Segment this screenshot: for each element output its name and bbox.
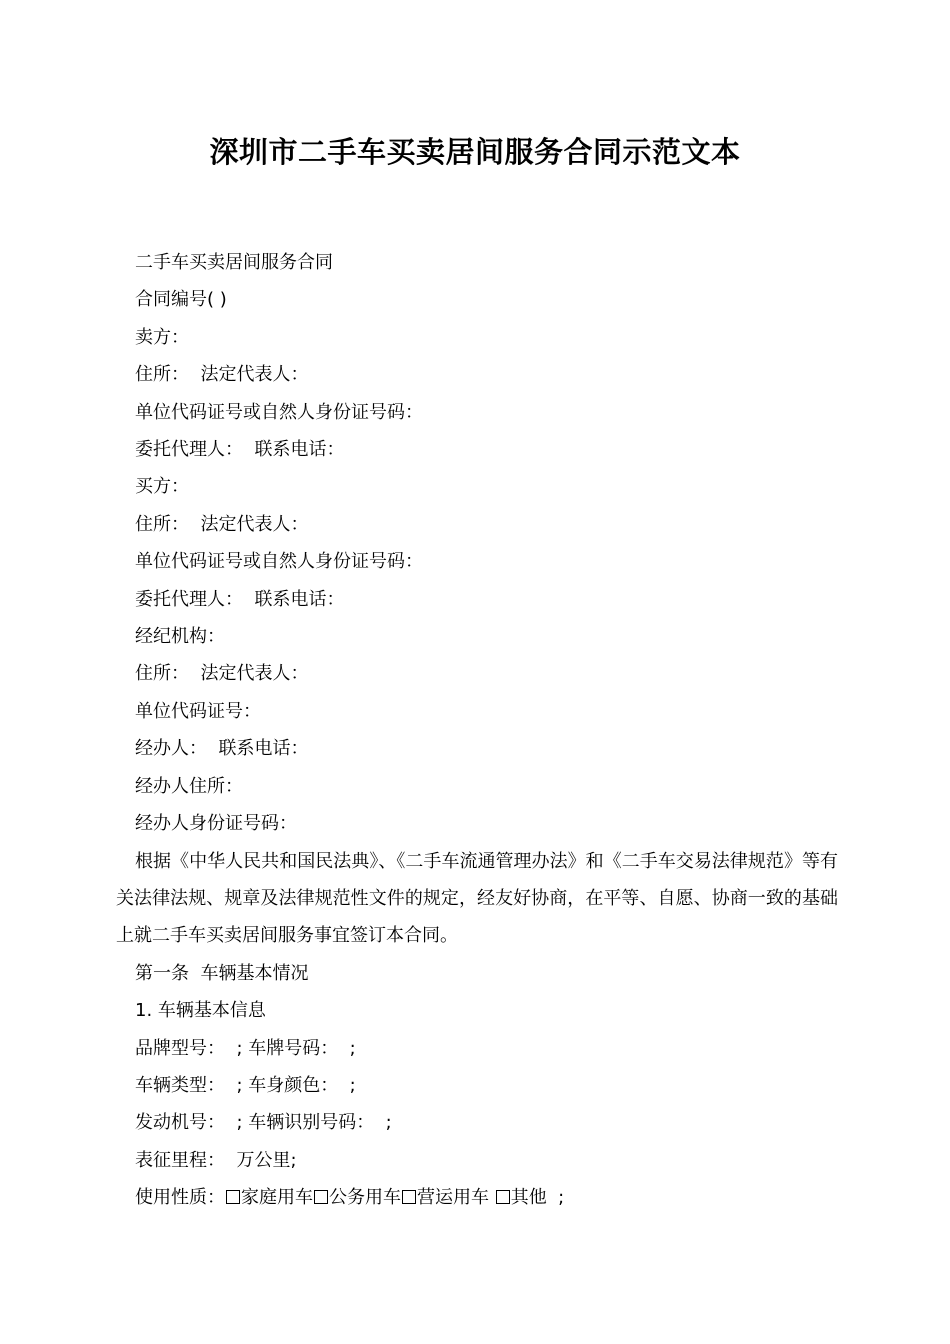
checkbox-family-car[interactable]	[226, 1190, 240, 1204]
usage-option-family: 家庭用车	[241, 1187, 313, 1209]
contract-number-line: 合同编号( )	[135, 289, 227, 311]
document-body	[116, 244, 838, 1217]
usage-option-commercial: 营运用车	[417, 1187, 495, 1209]
document-title: 深圳市二手车买卖居间服务合同示范文本	[209, 135, 741, 169]
usage-option-other: 其他 ;	[510, 1187, 565, 1209]
preamble-paragraph: 根据《中华人民共和国民法典》、《二手车流通管理办法》和《二手车交易法律规范》等有关法律法规、规章及法律规范性文件的规定，经友好协商，在平等、自愿、协商一致的基础上就二手车买卖居间服务事宜签订本合同。	[116, 850, 838, 947]
article-1-heading: 第一条 车辆基本情况	[135, 962, 309, 984]
seller-agent-line: 委托代理人： 联系电话：	[135, 439, 345, 461]
checkbox-other[interactable]	[496, 1190, 510, 1204]
checkbox-commercial-car[interactable]	[402, 1190, 416, 1204]
seller-id-line: 单位代码证号或自然人身份证号码：	[135, 401, 423, 423]
item-1-heading: 1. 车辆基本信息	[135, 1000, 266, 1022]
type-color-line: 车辆类型： ; 车身颜色： ;	[135, 1074, 356, 1096]
contract-name-line: 二手车买卖居间服务合同	[135, 252, 333, 273]
broker-line: 经纪机构：	[135, 626, 225, 648]
mileage-line: 表征里程： 万公里;	[135, 1149, 297, 1171]
handler-line: 经办人： 联系电话：	[135, 738, 309, 760]
usage-option-official: 公务用车	[329, 1187, 401, 1209]
seller-address-line: 住所： 法定代表人：	[135, 364, 309, 386]
handler-address-line: 经办人住所：	[135, 775, 243, 797]
buyer-line: 买方：	[135, 476, 189, 498]
buyer-agent-line: 委托代理人： 联系电话：	[135, 588, 345, 610]
engine-vin-line: 发动机号： ; 车辆识别号码： ;	[135, 1112, 392, 1134]
brand-plate-line: 品牌型号： ; 车牌号码： ;	[135, 1037, 356, 1059]
seller-line: 卖方：	[135, 326, 189, 348]
usage-line	[116, 1179, 838, 1216]
broker-code-line: 单位代码证号：	[135, 700, 261, 722]
buyer-address-line: 住所： 法定代表人：	[135, 513, 309, 535]
usage-label: 使用性质：	[135, 1187, 225, 1209]
handler-id-line: 经办人身份证号码：	[135, 813, 297, 835]
checkbox-official-car[interactable]	[314, 1190, 328, 1204]
broker-address-line: 住所： 法定代表人：	[135, 663, 309, 685]
buyer-id-line: 单位代码证号或自然人身份证号码：	[135, 551, 423, 573]
